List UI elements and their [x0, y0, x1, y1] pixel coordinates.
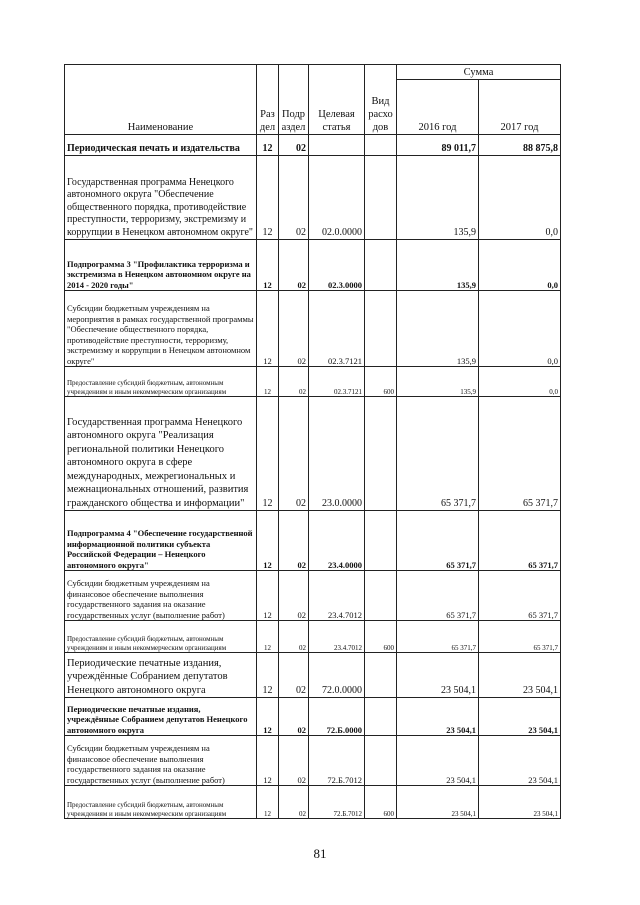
row-razdel: 12: [257, 367, 279, 397]
row-target: 72.0.0000: [309, 653, 365, 698]
row-razdel: 12: [257, 786, 279, 819]
row-2017: 65 371,7: [479, 571, 561, 621]
row-2017: 65 371,7: [479, 397, 561, 511]
row-vid: [365, 698, 397, 736]
row-target: 02.3.7121: [309, 367, 365, 397]
row-2017: 0,0: [479, 367, 561, 397]
row-razdel: 12: [257, 291, 279, 367]
row-target: 02.0.0000: [309, 156, 365, 240]
table-row: [65, 397, 561, 511]
row-target: 23.4.7012: [309, 621, 365, 653]
row-podrazdel: 02: [279, 571, 309, 621]
row-vid: 600: [365, 367, 397, 397]
row-2016: 65 371,7: [397, 621, 479, 653]
row-2016: 135,9: [397, 156, 479, 240]
row-vid: [365, 571, 397, 621]
row-razdel: 12: [257, 156, 279, 240]
row-vid: [365, 736, 397, 786]
row-razdel: 12: [257, 135, 279, 156]
header-year-2016: 2016 год: [397, 80, 479, 135]
row-name: Государственная программа Ненецкого автономного округа "Обеспечение общественного порядка, противодействие преступности, терроризму, экстремизму и коррупции в Ненецком автономном округе": [65, 156, 257, 240]
row-name: Периодические печатные издания, учреждённые Собранием депутатов Ненецкого автономного округа: [65, 653, 257, 698]
header-vid: Вид расхо дов: [365, 65, 397, 135]
header-razdel: Раз дел: [257, 65, 279, 135]
row-podrazdel: 02: [279, 135, 309, 156]
row-name: Периодическая печать и издательства: [65, 135, 257, 156]
row-razdel: 12: [257, 240, 279, 291]
table-row: [65, 621, 561, 653]
row-2016: 65 371,7: [397, 397, 479, 511]
row-razdel: 12: [257, 571, 279, 621]
row-name: Предоставление субсидий бюджетным, автономным учреждениям и иным некоммерческим организациям: [65, 621, 257, 653]
row-2017: 0,0: [479, 291, 561, 367]
row-2017: 0,0: [479, 240, 561, 291]
row-podrazdel: 02: [279, 367, 309, 397]
row-name: Предоставление субсидий бюджетным, автономным учреждениям и иным некоммерческим организациям: [65, 367, 257, 397]
row-2016: 23 504,1: [397, 786, 479, 819]
table-row: [65, 240, 561, 291]
row-podrazdel: 02: [279, 786, 309, 819]
header-target: Целевая статья: [309, 65, 365, 135]
row-vid: 600: [365, 621, 397, 653]
row-2016: 65 371,7: [397, 511, 479, 571]
header-name: Наименование: [65, 65, 257, 135]
row-2017: 23 504,1: [479, 653, 561, 698]
table-row: [65, 135, 561, 156]
header-row-1: [65, 65, 561, 80]
row-podrazdel: 02: [279, 653, 309, 698]
row-razdel: 12: [257, 698, 279, 736]
row-podrazdel: 02: [279, 621, 309, 653]
row-name: Подпрограмма 3 "Профилактика терроризма и экстремизма в Ненецком автономном округе на 2014 - 2020 годы": [65, 240, 257, 291]
row-2017: 65 371,7: [479, 621, 561, 653]
row-razdel: 12: [257, 736, 279, 786]
row-2017: 0,0: [479, 156, 561, 240]
row-2016: 23 504,1: [397, 698, 479, 736]
row-target: 72.Б.0000: [309, 698, 365, 736]
row-vid: 600: [365, 786, 397, 819]
row-vid: [365, 397, 397, 511]
row-target: 23.4.0000: [309, 511, 365, 571]
row-2016: 23 504,1: [397, 653, 479, 698]
row-podrazdel: 02: [279, 698, 309, 736]
row-2017: 23 504,1: [479, 698, 561, 736]
row-target: 72.Б.7012: [309, 786, 365, 819]
row-vid: [365, 653, 397, 698]
table-row: [65, 156, 561, 240]
row-podrazdel: 02: [279, 511, 309, 571]
table-row: [65, 571, 561, 621]
row-razdel: 12: [257, 397, 279, 511]
row-vid: [365, 511, 397, 571]
header-year-2017: 2017 год: [479, 80, 561, 135]
row-target: 23.4.7012: [309, 571, 365, 621]
page-number: 81: [313, 846, 327, 861]
table-row: [65, 698, 561, 736]
row-target: [309, 135, 365, 156]
table-row: [65, 511, 561, 571]
row-2017: 23 504,1: [479, 786, 561, 819]
row-2016: 23 504,1: [397, 736, 479, 786]
row-name: Подпрограмма 4 "Обеспечение государственной информационной политики субъекта Российской Федерации – Ненецкого автономного округа": [65, 511, 257, 571]
row-vid: [365, 240, 397, 291]
row-2017: 65 371,7: [479, 511, 561, 571]
table-row: [65, 736, 561, 786]
row-2016: 65 371,7: [397, 571, 479, 621]
row-name: Предоставление субсидий бюджетным, автономным учреждениям и иным некоммерческим организациям: [65, 786, 257, 819]
row-2017: 88 875,8: [479, 135, 561, 156]
row-name: Субсидии бюджетным учреждениям на мероприятия в рамках государственной программы "Обеспечение общественного порядка, противодействие преступности, терроризму, экстремизму и коррупции в Ненецком автономном округе": [65, 291, 257, 367]
row-name: Субсидии бюджетным учреждениям на финансовое обеспечение выполнения государственного задания на оказание государственных услуг (выполнение работ): [65, 571, 257, 621]
row-2016: 135,9: [397, 240, 479, 291]
row-podrazdel: 02: [279, 156, 309, 240]
budget-table: [64, 64, 561, 819]
header-podrazdel: Подр аздел: [279, 65, 309, 135]
row-target: 72.Б.7012: [309, 736, 365, 786]
row-2016: 135,9: [397, 291, 479, 367]
row-razdel: 12: [257, 653, 279, 698]
header-summa: Сумма: [397, 65, 561, 80]
row-podrazdel: 02: [279, 736, 309, 786]
table-row: [65, 653, 561, 698]
row-target: 02.3.0000: [309, 240, 365, 291]
row-name: Периодические печатные издания, учреждённые Собранием депутатов Ненецкого автономного округа: [65, 698, 257, 736]
row-vid: [365, 156, 397, 240]
table-row: [65, 291, 561, 367]
row-2016: 89 011,7: [397, 135, 479, 156]
row-vid: [365, 291, 397, 367]
row-target: 23.0.0000: [309, 397, 365, 511]
table-row: [65, 786, 561, 819]
table-row: [65, 367, 561, 397]
row-vid: [365, 135, 397, 156]
row-target: 02.3.7121: [309, 291, 365, 367]
row-podrazdel: 02: [279, 291, 309, 367]
row-name: Субсидии бюджетным учреждениям на финансовое обеспечение выполнения государственного задания на оказание государственных услуг (выполнение работ): [65, 736, 257, 786]
row-2016: 135,9: [397, 367, 479, 397]
row-podrazdel: 02: [279, 397, 309, 511]
row-name: Государственная программа Ненецкого автономного округа "Реализация региональной политики Ненецкого автономного округа в сфере международных, межрегиональных и межнациональных отношений, развития гражданского общества и информации": [65, 397, 257, 511]
row-podrazdel: 02: [279, 240, 309, 291]
row-razdel: 12: [257, 621, 279, 653]
row-2017: 23 504,1: [479, 736, 561, 786]
row-razdel: 12: [257, 511, 279, 571]
